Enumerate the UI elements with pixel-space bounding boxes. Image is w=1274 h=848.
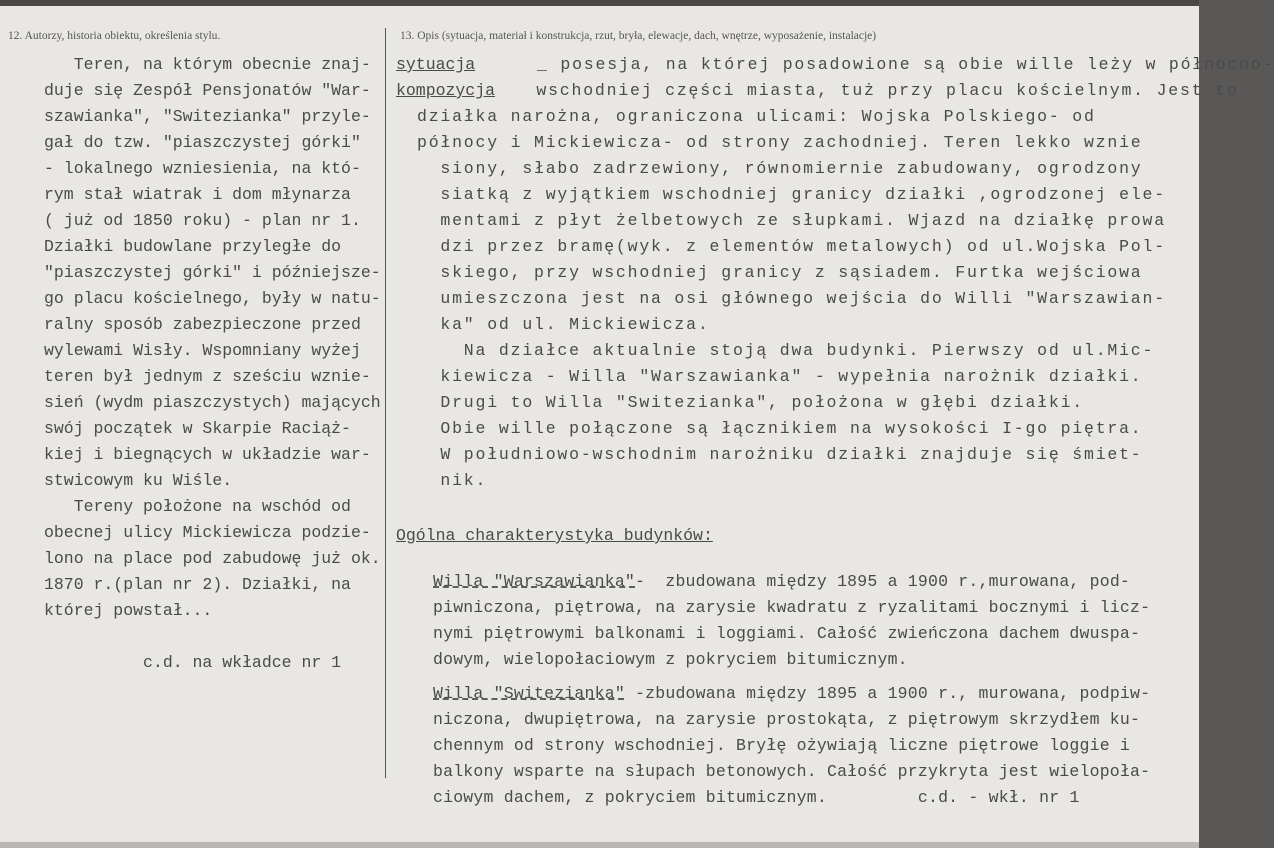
text-line: nik. <box>417 471 488 490</box>
text-line: balkony wsparte na słupach betonowych. Całość przykryta jest wielopoła- <box>433 762 1151 781</box>
villa-name: Willa "Switezianka" <box>433 684 625 703</box>
text-line: wylewami Wisły. Wspomniany wyżej <box>44 341 361 360</box>
side-label-sytuacja: sytuacja <box>396 55 476 74</box>
text-line: Działki budowlane przyległe do <box>44 237 342 256</box>
villa-switezianka-paragraph <box>433 681 1150 811</box>
text-line: Na działce aktualnie stoją dwa budynki. Pierwszy od ul.Mic- <box>417 341 1155 360</box>
text-line: Tereny położone na wschód od <box>44 497 351 516</box>
text-line: szawianka", "Switezianka" przyle- <box>44 107 371 126</box>
section-12-header: 12. Autorzy, historia obiektu, określenia stylu. <box>8 30 221 42</box>
text-line: siatką z wyjątkiem wschodniej granicy działki ,ogrodzonej ele- <box>417 185 1166 204</box>
text-line: działka narożna, ograniczona ulicami: Wojska Polskiego- od <box>417 107 1096 126</box>
text-line: dzi przez bramę(wyk. z elementów metalowych) od ul.Wojska Pol- <box>417 237 1166 256</box>
text-line: której powstał... <box>44 601 213 620</box>
text-line: obecnej ulicy Mickiewicza podzie- <box>44 523 371 542</box>
text-line: - lokalnego wzniesienia, na któ- <box>44 159 361 178</box>
text-line <box>44 624 381 650</box>
text-line: kiej i biegnących w układzie war- <box>44 445 371 464</box>
text-line: wschodniej części miasta, tuż przy placu kościelnym. Jest to <box>513 81 1239 100</box>
scan-edge-bottom <box>0 842 1199 848</box>
text-line: ka" od ul. Mickiewicza. <box>417 315 710 334</box>
text-line: piwniczona, piętrowa, na zarysie kwadratu z ryzalitami bocznymi i licz- <box>433 598 1151 617</box>
text-line: lono na place pod zabudowę już ok. <box>44 549 381 568</box>
text-line: północy i Mickiewicza- od strony zachodniej. Teren lekko wznie <box>417 133 1143 152</box>
text-line: _ posesja, na której posadowione są obie wille leży w północno- <box>537 55 1274 74</box>
text-line: 1870 r.(plan nr 2). Działki, na <box>44 575 351 594</box>
text-line: umieszczona jest na osi głównego wejścia do Willi "Warszawian- <box>417 289 1166 308</box>
text-line: ralny sposób zabezpieczone przed <box>44 315 361 334</box>
text-line: go placu kościelnego, były w natu- <box>44 289 381 308</box>
villa-warszawianka-paragraph <box>433 569 1150 673</box>
text-line: sień (wydm piaszczystych) mających <box>44 393 381 412</box>
text-line: swój początek w Skarpie Raciąż- <box>44 419 351 438</box>
text-line: stwicowym ku Wiśle. <box>44 471 233 490</box>
section-13-header: 13. Opis (sytuacja, materiał i konstrukcja, rzut, bryła, elewacje, dach, wnętrze, wyposażenie, instalacje) <box>400 30 877 42</box>
text-line: teren był jednym z sześciu wznie- <box>44 367 371 386</box>
side-label-kompozycja: kompozycja <box>396 81 496 100</box>
column-divider <box>385 28 386 778</box>
history-text <box>44 52 381 676</box>
text-line: nymi piętrowymi balkonami i loggiami. Całość zwieńczona dachem dwuspa- <box>433 624 1141 643</box>
text-line: -zbudowana między 1895 a 1900 r., murowana, podpiw- <box>624 684 1151 703</box>
text-line: "piaszczystej górki" i późniejsze- <box>44 263 381 282</box>
text-line: skiego, przy wschodniej granicy z sąsiadem. Furtka wejściowa <box>417 263 1143 282</box>
description-text <box>417 52 1274 494</box>
scan-edge-top <box>0 0 1199 6</box>
general-heading: Ogólna charakterystyka budynków: <box>396 526 713 545</box>
text-line: Drugi to Willa "Switezianka", położona w głębi działki. <box>417 393 1084 412</box>
text-line: duje się Zespół Pensjonatów "War- <box>44 81 371 100</box>
text-line: - zbudowana między 1895 a 1900 r.,murowana, pod- <box>635 572 1131 591</box>
text-line: niczona, dwupiętrowa, na zarysie prostokąta, z piętrowym skrzydłem ku- <box>433 710 1141 729</box>
text-line: Teren, na którym obecnie znaj- <box>44 55 371 74</box>
text-line: kiewicza - Willa "Warszawianka" - wypełnia narożnik działki. <box>417 367 1143 386</box>
text-line: siony, słabo zadrzewiony, równomiernie zabudowany, ogrodzony <box>417 159 1143 178</box>
text-line: gał do tzw. "piaszczystej górki" <box>44 133 361 152</box>
text-line: Obie wille połączone są łącznikiem na wysokości I-go piętra. <box>417 419 1143 438</box>
text-line: ( już od 1850 roku) - plan nr 1. <box>44 211 361 230</box>
text-line: dowym, wielopołaciowym z pokryciem bitumicznym. <box>433 650 908 669</box>
villa-name: Willa "Warszawianka" <box>433 572 636 591</box>
text-line: c.d. na wkładce nr 1 <box>44 653 342 672</box>
text-line: chennym od strony wschodniej. Bryłę ożywiają liczne piętrowe loggie i <box>433 736 1131 755</box>
text-line: ciowym dachem, z pokryciem bitumicznym. c.d. - wkł. nr 1 <box>433 788 1080 807</box>
text-line: W południowo-wschodnim narożniku działki znajduje się śmiet- <box>417 445 1143 464</box>
text-line: rym stał wiatrak i dom młynarza <box>44 185 351 204</box>
text-line: mentami z płyt żelbetowych ze słupkami. Wjazd na działkę prowa <box>417 211 1166 230</box>
